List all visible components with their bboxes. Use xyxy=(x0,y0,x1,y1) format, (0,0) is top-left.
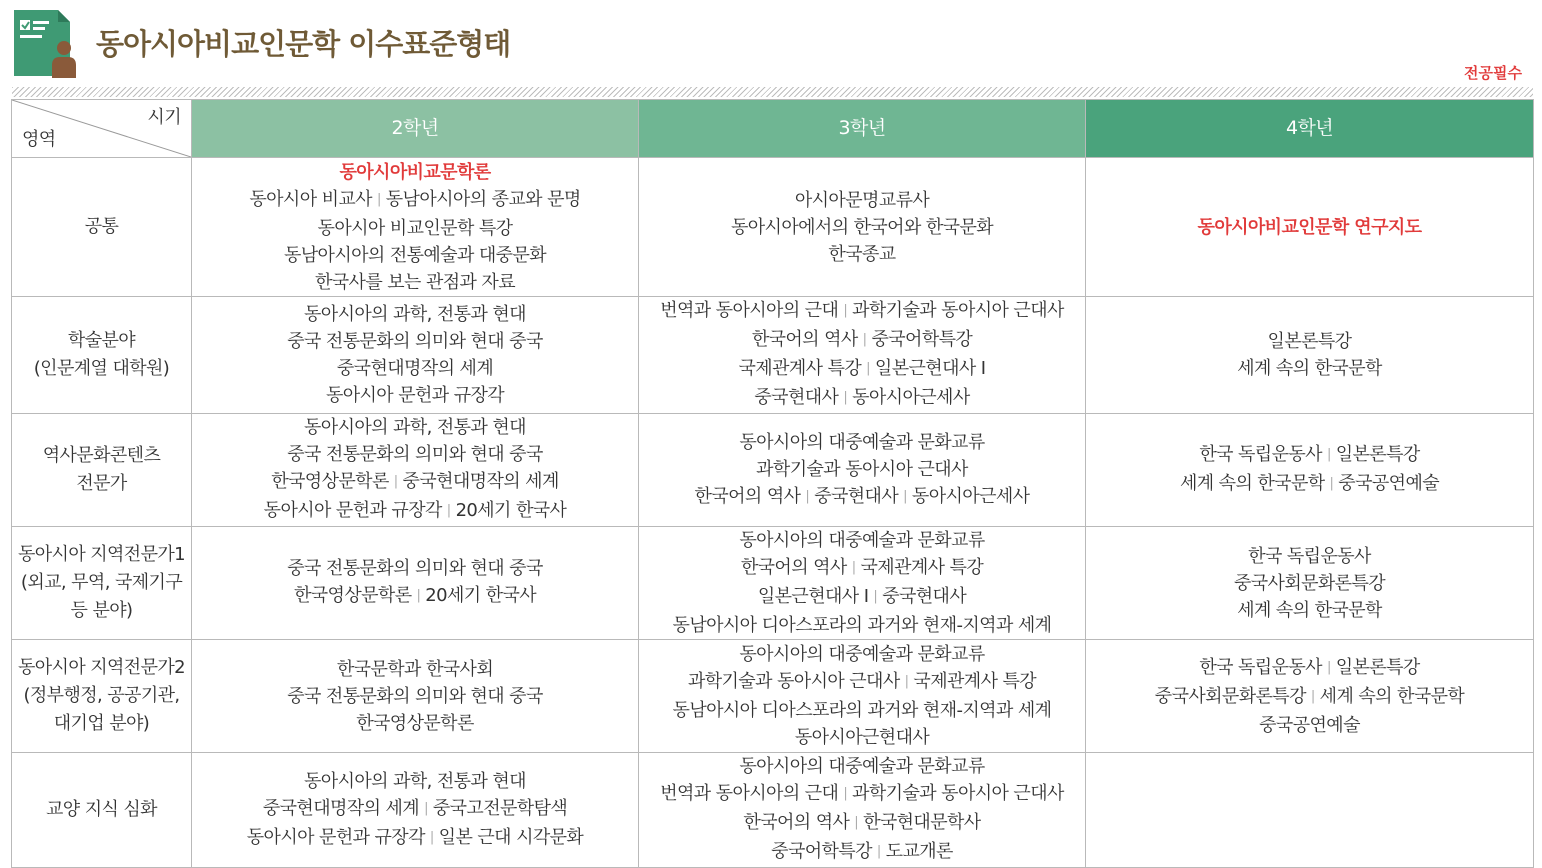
table-row xyxy=(12,527,1534,640)
course-name: 세계 속의 한국문학 xyxy=(1237,599,1382,621)
separator: | xyxy=(843,390,848,405)
separator: | xyxy=(851,560,856,575)
course-line xyxy=(194,795,636,824)
separator: | xyxy=(854,815,859,830)
course-name: 한국영상문학론 xyxy=(293,585,412,606)
course-name: 한국어의 역사 xyxy=(743,812,850,833)
hatched-divider xyxy=(12,87,1533,97)
course-name: 동아시아의 대중예술과 문화교류 xyxy=(739,644,985,665)
course-line xyxy=(641,527,1083,554)
course-line xyxy=(641,641,1083,668)
course-line xyxy=(641,355,1083,384)
header-row xyxy=(12,100,1534,158)
table-row xyxy=(12,640,1534,753)
course-name: 한국종교 xyxy=(828,243,896,265)
course-name: 동아시아의 대중예술과 문화교류 xyxy=(739,431,985,453)
corner-cell xyxy=(12,100,192,158)
course-cell-year4 xyxy=(1086,753,1534,868)
course-name: 동아시아의 대중예술과 문화교류 xyxy=(739,530,985,551)
course-name: 일본근현대사 I xyxy=(874,358,986,379)
course-line xyxy=(641,483,1083,512)
course-cell-year4 xyxy=(1086,640,1534,753)
course-name: 한국 독립운동사 xyxy=(1248,545,1371,567)
course-name: 동아시아 문헌과 규장각 xyxy=(325,385,505,406)
course-line xyxy=(194,328,636,355)
course-name: 동아시아 문헌과 규장각 xyxy=(263,500,442,521)
separator: | xyxy=(862,332,867,347)
course-cell-year4 xyxy=(1086,527,1534,640)
course-name: 국제관계사 특강 xyxy=(860,557,984,578)
course-name: 20세기 한국사 xyxy=(425,585,537,606)
course-cell-year4 xyxy=(1086,297,1534,414)
course-cell-year3 xyxy=(639,527,1086,640)
course-name: 중국현대명작의 세계 xyxy=(262,797,420,819)
separator: | xyxy=(393,474,398,489)
course-line xyxy=(194,441,636,468)
course-line xyxy=(194,215,636,242)
course-name: 과학기술과 동아시아 근대사 xyxy=(852,300,1064,321)
course-line xyxy=(1088,597,1531,624)
course-line xyxy=(194,582,636,611)
course-line xyxy=(194,468,636,497)
row-header-area xyxy=(12,414,192,527)
separator: | xyxy=(376,191,381,207)
course-name: 중국현대사 xyxy=(814,485,899,507)
area-line: 학술분야 xyxy=(67,330,136,351)
separator: | xyxy=(873,589,878,604)
table-row xyxy=(12,297,1534,414)
course-name: 중국 전통문화의 의미와 현대 중국 xyxy=(287,558,543,579)
course-line xyxy=(641,384,1083,413)
course-name: 중국고전문학탐색 xyxy=(432,797,568,819)
area-line: (인문계열 대학원) xyxy=(33,358,170,379)
course-name: 일본 근대 시각문화 xyxy=(438,826,584,848)
course-line xyxy=(641,456,1083,483)
course-cell-year3 xyxy=(639,297,1086,414)
course-line xyxy=(1088,214,1531,241)
course-line xyxy=(641,241,1083,268)
course-line xyxy=(1088,328,1531,355)
separator: | xyxy=(416,588,421,603)
course-name: 일본근현대사 I xyxy=(757,586,869,607)
area-line: 역사문화콘텐츠 xyxy=(42,445,161,466)
document-person-icon xyxy=(12,8,82,78)
course-cell-year2 xyxy=(192,414,639,527)
course-name: 세계 속의 한국문학 xyxy=(1319,685,1465,707)
row-header-area xyxy=(12,527,192,640)
separator: | xyxy=(843,786,848,801)
course-name: 한국영상문학론 xyxy=(356,712,474,734)
course-name: 동남아시아 디아스포라의 과거와 현재-지역과 세계 xyxy=(672,615,1052,636)
course-name: 중국어학특강 xyxy=(771,841,872,862)
course-line xyxy=(194,242,636,269)
course-line xyxy=(641,724,1083,751)
course-cell-year2 xyxy=(192,753,639,868)
separator: | xyxy=(876,844,881,859)
course-line xyxy=(1088,683,1531,712)
course-line xyxy=(194,497,636,526)
course-name: 중국 전통문화의 의미와 현대 중국 xyxy=(287,444,543,465)
course-line xyxy=(641,697,1083,724)
row-header-area xyxy=(12,297,192,414)
course-name: 번역과 동아시아의 근대 xyxy=(660,783,839,804)
course-name: 동남아시아의 전통예술과 대중문화 xyxy=(283,244,547,266)
course-line xyxy=(194,710,636,737)
course-name: 과학기술과 동아시아 근대사 xyxy=(756,458,968,480)
course-name: 동아시아근세사 xyxy=(911,485,1030,507)
course-name: 일본론특강 xyxy=(1335,656,1420,678)
course-line xyxy=(641,429,1083,456)
separator: | xyxy=(1310,688,1315,704)
row-header-area xyxy=(12,158,192,297)
page-title: 동아시아비교인문학 이수표준형태 xyxy=(96,27,511,61)
row-header-area xyxy=(12,753,192,868)
course-line xyxy=(641,809,1083,838)
course-cell-year3 xyxy=(639,158,1086,297)
course-line xyxy=(641,326,1083,355)
required-course: 동아시아비교인문학 연구지도 xyxy=(1197,216,1422,238)
course-line xyxy=(641,753,1083,780)
course-name: 한국어의 역사 xyxy=(694,485,801,507)
table-row xyxy=(12,753,1534,868)
page-header xyxy=(12,6,1532,82)
course-name: 과학기술과 동아시아 근대사 xyxy=(852,783,1064,804)
course-line xyxy=(1088,470,1531,499)
area-line: 동아시아 지역전문가1 xyxy=(17,544,186,565)
course-name: 동아시아의 과학, 전통과 현대 xyxy=(304,417,526,438)
course-name: 번역과 동아시아의 근대 xyxy=(660,300,839,321)
course-line xyxy=(641,838,1083,867)
course-cell-year2 xyxy=(192,640,639,753)
course-name: 동아시아근현대사 xyxy=(794,727,930,748)
table-row xyxy=(12,414,1534,527)
course-name: 한국문학과 한국사회 xyxy=(336,658,494,680)
column-header-year2: 2학년 xyxy=(192,100,639,158)
course-name: 과학기술과 동아시아 근대사 xyxy=(687,671,900,692)
course-name: 동아시아 문헌과 규장각 xyxy=(246,826,425,848)
course-line xyxy=(194,414,636,441)
course-name: 일본론특강 xyxy=(1335,444,1420,465)
course-name: 국제관계사 특강 xyxy=(738,358,862,379)
course-name: 중국현대사 xyxy=(882,586,967,607)
course-line xyxy=(1088,355,1531,382)
curriculum-table xyxy=(11,99,1534,868)
table-row xyxy=(12,158,1534,297)
course-line xyxy=(641,583,1083,612)
course-line xyxy=(641,214,1083,241)
separator: | xyxy=(903,488,907,504)
course-name: 동아시아 비교인문학 특강 xyxy=(317,217,513,239)
column-header-year3: 3학년 xyxy=(639,100,1086,158)
course-name: 동남아시아 디아스포라의 과거와 현재-지역과 세계 xyxy=(672,700,1052,721)
course-name: 동아시아에서의 한국어와 한국문화 xyxy=(730,216,994,238)
period-label: 시기 xyxy=(147,107,181,128)
course-line xyxy=(641,297,1083,326)
course-name: 동아시아 비교사 xyxy=(249,188,372,210)
course-line xyxy=(1088,570,1531,597)
course-name: 한국영상문학론 xyxy=(271,471,389,492)
course-name: 동아시아의 대중예술과 문화교류 xyxy=(739,756,985,777)
column-header-year4: 4학년 xyxy=(1086,100,1534,158)
course-line xyxy=(194,768,636,795)
course-name: 세계 속의 한국문학 xyxy=(1179,473,1325,494)
area-label: 영역 xyxy=(22,129,56,150)
course-line xyxy=(194,186,636,215)
course-line xyxy=(1088,441,1531,470)
separator: | xyxy=(866,361,870,376)
course-line xyxy=(194,159,636,186)
separator: | xyxy=(904,674,909,689)
course-line xyxy=(194,824,636,853)
separator: | xyxy=(446,503,451,518)
course-name: 동아시아의 과학, 전통과 현대 xyxy=(304,304,526,325)
course-cell-year2 xyxy=(192,297,639,414)
course-cell-year3 xyxy=(639,640,1086,753)
course-name: 한국어의 역사 xyxy=(751,329,858,350)
area-line: 공통 xyxy=(84,216,119,237)
course-line xyxy=(194,656,636,683)
course-name: 중국공연예술 xyxy=(1259,714,1360,736)
course-name: 도교개론 xyxy=(885,841,953,862)
course-name: 중국현대사 xyxy=(754,387,839,408)
separator: | xyxy=(843,303,848,318)
course-name: 중국현대명작의 세계 xyxy=(336,358,494,379)
course-line xyxy=(1088,543,1531,570)
separator: | xyxy=(1326,659,1331,675)
course-line xyxy=(641,780,1083,809)
course-name: 한국 독립운동사 xyxy=(1199,656,1322,678)
course-name: 아시아문명교류사 xyxy=(794,189,930,211)
course-name: 중국공연예술 xyxy=(1338,473,1440,494)
course-name: 동남아시아의 종교와 문명 xyxy=(385,188,581,210)
row-header-area xyxy=(12,640,192,753)
course-name: 중국현대명작의 세계 xyxy=(402,471,559,492)
course-line xyxy=(194,301,636,328)
course-name: 일본론특강 xyxy=(1267,331,1352,352)
course-line xyxy=(1088,712,1531,739)
separator: | xyxy=(1329,476,1334,491)
course-name: 동아시아의 과학, 전통과 현대 xyxy=(304,770,526,792)
course-name: 국제관계사 특강 xyxy=(913,671,1037,692)
area-line: 등 분야) xyxy=(70,600,133,621)
area-line: (외교, 무역, 국제기구 xyxy=(20,572,183,593)
area-line: 교양 지식 심화 xyxy=(46,799,157,820)
course-name: 한국 독립운동사 xyxy=(1199,444,1322,465)
course-line xyxy=(194,683,636,710)
required-course: 동아시아비교문학론 xyxy=(339,161,491,183)
course-line xyxy=(641,612,1083,639)
course-line xyxy=(194,555,636,582)
course-name: 동아시아근세사 xyxy=(852,387,970,408)
separator: | xyxy=(1326,447,1331,462)
course-cell-year3 xyxy=(639,753,1086,868)
course-name: 중국어학특강 xyxy=(871,329,973,350)
course-cell-year2 xyxy=(192,158,639,297)
course-name: 한국사를 보는 관점과 자료 xyxy=(314,271,516,293)
course-line xyxy=(194,355,636,382)
course-line xyxy=(641,668,1083,697)
course-cell-year3 xyxy=(639,414,1086,527)
course-name: 중국사회문화론특강 xyxy=(1233,572,1386,594)
course-cell-year4 xyxy=(1086,158,1534,297)
course-name: 한국어의 역사 xyxy=(740,557,847,578)
course-line xyxy=(641,554,1083,583)
course-name: 중국사회문화론특강 xyxy=(1154,685,1306,707)
separator: | xyxy=(424,800,428,816)
course-cell-year2 xyxy=(192,527,639,640)
area-line: (정부행정, 공공기관, xyxy=(23,685,180,706)
course-line xyxy=(641,187,1083,214)
area-line: 동아시아 지역전문가2 xyxy=(17,657,186,678)
course-name: 한국현대문학사 xyxy=(863,812,981,833)
course-line xyxy=(1088,654,1531,683)
area-line: 전문가 xyxy=(76,473,127,494)
course-name: 중국 전통문화의 의미와 현대 중국 xyxy=(287,685,543,707)
course-cell-year4 xyxy=(1086,414,1534,527)
course-line xyxy=(194,269,636,296)
course-name: 세계 속의 한국문학 xyxy=(1237,358,1382,379)
course-line xyxy=(194,382,636,409)
required-label: 전공필수 xyxy=(1464,64,1522,82)
course-name: 20세기 한국사 xyxy=(455,500,567,521)
separator: | xyxy=(429,829,434,845)
course-name: 중국 전통문화의 의미와 현대 중국 xyxy=(287,331,543,352)
separator: | xyxy=(805,488,810,504)
area-line: 대기업 분야) xyxy=(53,713,150,734)
